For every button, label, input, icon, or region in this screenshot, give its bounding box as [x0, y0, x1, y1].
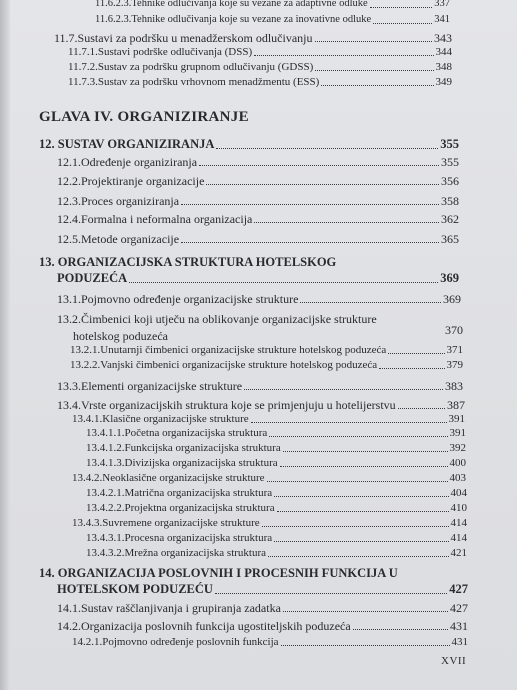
- toc-entry-label: HOTELSKOM PODUZEĆU: [57, 582, 213, 596]
- leader-dots: [398, 407, 445, 409]
- leader-dots: [262, 525, 449, 527]
- leader-dots: [370, 6, 433, 8]
- toc-entry-page: 369: [440, 271, 459, 285]
- toc-entry: [57, 293, 461, 305]
- toc-entry-page: 414: [450, 517, 467, 529]
- toc-entry-page: 379: [446, 359, 463, 371]
- leader-dots: [274, 540, 448, 542]
- toc-entry-label: 13.2.1.Unutarnji čimbenici organizacijske strukture hotelskog poduzeća: [70, 344, 387, 356]
- toc-section-heading: [39, 138, 459, 151]
- toc-entry-page: 369: [443, 292, 461, 306]
- toc-entry-label: 11.6.2.3.Tehnike odlučivanja koje su vezane za adaptivne odluke: [95, 0, 368, 9]
- toc-entry-page: 427: [450, 601, 468, 615]
- toc-entry-page: 362: [441, 212, 459, 226]
- toc-entry-label: 13.1.Pojmovno određenje organizacijske strukture: [57, 292, 299, 306]
- toc-entry-label: 14.2.1.Pojmovno određenje poslovnih funkcija: [72, 636, 279, 648]
- toc-entry-label: 14.1.Sustav raščlanjivanja i grupiranja zadatka: [57, 601, 281, 615]
- toc-entry-page: 358: [441, 194, 459, 208]
- toc-entry-label: PODUZEĆA: [57, 271, 128, 285]
- toc-entry: [95, 0, 450, 10]
- toc-entry: [70, 360, 463, 371]
- page-folio-number: XVII: [441, 655, 467, 667]
- toc-entry-label: 13.4.2.1.Matrična organizacijska struktura: [86, 487, 273, 499]
- toc-entry: [68, 77, 452, 88]
- toc-entry-page: 341: [434, 14, 450, 25]
- toc-entry-label: 12. SUSTAV ORGANIZIRANJA: [39, 137, 215, 151]
- toc-entry-page: 365: [441, 232, 459, 246]
- leader-dots: [277, 510, 449, 512]
- leader-dots: [199, 164, 439, 166]
- leader-dots: [379, 367, 444, 369]
- toc-entry-page: 387: [447, 398, 465, 412]
- toc-entry: [57, 213, 459, 225]
- toc-entry: [57, 195, 459, 207]
- toc-entry-page: 355: [441, 155, 459, 169]
- toc-entry: [68, 62, 452, 73]
- toc-entry-page: 403: [449, 472, 466, 484]
- toc-entry-page: 414: [450, 532, 467, 544]
- toc-entry-page: 404: [450, 487, 467, 499]
- toc-entry-page: 343: [434, 31, 452, 45]
- toc-entry-page: 356: [441, 174, 459, 188]
- toc-entry-page: 391: [449, 427, 466, 439]
- toc-entry-page: 392: [449, 442, 466, 454]
- leader-dots: [244, 388, 443, 390]
- section-13-title-line1: 13. ORGANIZACIJSKA STRUKTURA HOTELSKOG: [39, 255, 337, 269]
- leader-dots: [170, 339, 443, 340]
- toc-entry-label: 11.7.1.Sustavi podrške odlučivanja (DSS): [68, 46, 253, 58]
- toc-entry-page: 421: [450, 547, 467, 559]
- toc-entry-page: 383: [445, 379, 463, 393]
- leader-dots: [206, 183, 439, 185]
- leader-dots: [388, 352, 444, 354]
- toc-entry-label: 12.1.Određenje organiziranja: [57, 155, 198, 169]
- section-14-title-line1: 14. ORGANIZACIJA POSLOVNIH I PROCESNIH FUNKCIJA U: [39, 566, 398, 580]
- toc-entry-label: 13.4.3.Suvremene organizacijske strukture: [72, 517, 260, 529]
- leader-dots: [283, 610, 448, 612]
- leader-dots: [181, 203, 439, 205]
- toc-entry-label: 13.4.3.2.Mrežna organizacijska struktura: [86, 547, 267, 559]
- toc-entry-label: 13.4.1.2.Funkcijska organizacijska struktura: [86, 442, 281, 454]
- leader-dots: [315, 40, 432, 42]
- toc-entry-label: 11.7.2.Sustav za podršku grupnom odlučivanju (GDSS): [68, 61, 314, 73]
- toc-entry: [86, 503, 467, 514]
- toc-entry: [70, 345, 463, 356]
- toc-entry: [86, 533, 467, 544]
- toc-entry-label: 12.5.Metode organizacije: [57, 232, 180, 246]
- toc-entry-label: 13.2.Čimbenici koji utječu na oblikovanje organizacijske strukture: [57, 312, 377, 326]
- toc-entry: [72, 637, 468, 648]
- leader-dots: [181, 241, 439, 243]
- toc-entry-label: 13.4.3.1.Procesna organizacijska struktura: [86, 532, 273, 544]
- toc-entry: [68, 47, 452, 58]
- toc-entry-label: 13.4.1.3.Divizijska organizacijska struktura: [86, 457, 278, 469]
- toc-section-heading: [57, 583, 468, 596]
- toc-entry-page: 410: [450, 502, 467, 514]
- toc-entry: [72, 414, 465, 425]
- toc-entry: [73, 323, 463, 343]
- toc-entry-page: 370: [445, 323, 463, 337]
- toc-entry: [86, 488, 467, 499]
- leader-dots: [251, 421, 447, 423]
- toc-entry: [57, 233, 459, 245]
- toc-entry-label: 11.6.2.3.Tehnike odlučivanja koje su vezane za inovativne odluke: [95, 14, 372, 25]
- leader-dots: [254, 54, 433, 56]
- leader-dots: [216, 147, 438, 149]
- leader-dots: [274, 495, 448, 497]
- leader-dots: [215, 592, 447, 594]
- toc-entry-label: 13.4.2.2.Projektna organizacijska struktura: [86, 502, 275, 514]
- toc-entry-page: 431: [451, 636, 468, 648]
- toc-entry: [57, 380, 463, 392]
- toc-entry: [57, 175, 459, 187]
- toc-entry-page: 355: [440, 137, 459, 151]
- leader-dots: [129, 281, 438, 283]
- toc-entry-page: 400: [449, 457, 466, 469]
- toc-entry-label: 14.2.Organizacija poslovnih funkcija ugostiteljskih poduzeća: [57, 619, 351, 633]
- toc-entry-label: 11.7.3.Sustav za podršku vrhovnom menadžmentu (ESS): [68, 76, 320, 88]
- toc-entry: [54, 32, 452, 44]
- toc-entry-label: hotelskog poduzeća: [73, 329, 168, 343]
- leader-dots: [353, 628, 448, 630]
- toc-entry-page: 349: [435, 76, 452, 88]
- leader-dots: [280, 465, 448, 467]
- toc-entry-label: 13.4.Vrste organizacijskih struktura koje se primjenjuju u hotelijerstvu: [57, 398, 396, 412]
- chapter-title: GLAVA IV. ORGANIZIRANJE: [39, 109, 249, 125]
- leader-dots: [254, 221, 439, 223]
- toc-entry-label: 13.3.Elementi organizacijske strukture: [57, 379, 243, 393]
- toc-section-heading: [57, 272, 459, 285]
- toc-entry-label: 13.4.2.Neoklasične organizacijske strukture: [72, 472, 265, 484]
- toc-entry-label: 13.4.1.Klasične organizacijske strukture: [72, 413, 249, 425]
- leader-dots: [315, 69, 433, 71]
- leader-dots: [267, 480, 448, 482]
- toc-entry: [72, 473, 466, 484]
- toc-entry-page: 344: [435, 46, 452, 58]
- toc-entry: [86, 443, 466, 454]
- toc-entry: [86, 548, 467, 559]
- leader-dots: [321, 84, 433, 86]
- leader-dots: [281, 644, 450, 646]
- toc-entry-label: 13.2.2.Vanjski čimbenici organizacijske strukture hotelskog poduzeća: [70, 359, 378, 371]
- toc-entry: [57, 156, 459, 168]
- leader-dots: [283, 450, 448, 452]
- toc-entry-label: 12.3.Proces organiziranja: [57, 194, 180, 208]
- toc-entry-page: 337: [434, 0, 450, 9]
- toc-entry: [72, 518, 467, 529]
- toc-entry-page: 371: [446, 344, 463, 356]
- toc-entry: [57, 620, 468, 632]
- toc-entry-page: 391: [448, 413, 465, 425]
- leader-dots: [269, 435, 447, 437]
- page-gutter-shadow: [0, 0, 10, 690]
- leader-dots: [268, 555, 448, 557]
- toc-entry-page: 427: [449, 582, 468, 596]
- toc-entry-page: 431: [450, 619, 468, 633]
- toc-entry: [95, 15, 450, 26]
- toc-entry: [86, 428, 466, 439]
- toc-entry-label: 12.2.Projektiranje organizacije: [57, 174, 205, 188]
- toc-entry: [57, 602, 468, 614]
- leader-dots: [373, 22, 432, 24]
- leader-dots: [300, 301, 441, 303]
- toc-entry: [57, 399, 465, 411]
- toc-entry-page: 348: [435, 61, 452, 73]
- toc-entry-label: 11.7.Sustavi za podršku u menadžerskom odlučivanju: [54, 31, 313, 45]
- toc-entry-label: 12.4.Formalna i neformalna organizacija: [57, 212, 253, 226]
- toc-entry-label: 13.4.1.1.Početna organizacijska struktura: [86, 427, 268, 439]
- toc-entry: [86, 458, 466, 469]
